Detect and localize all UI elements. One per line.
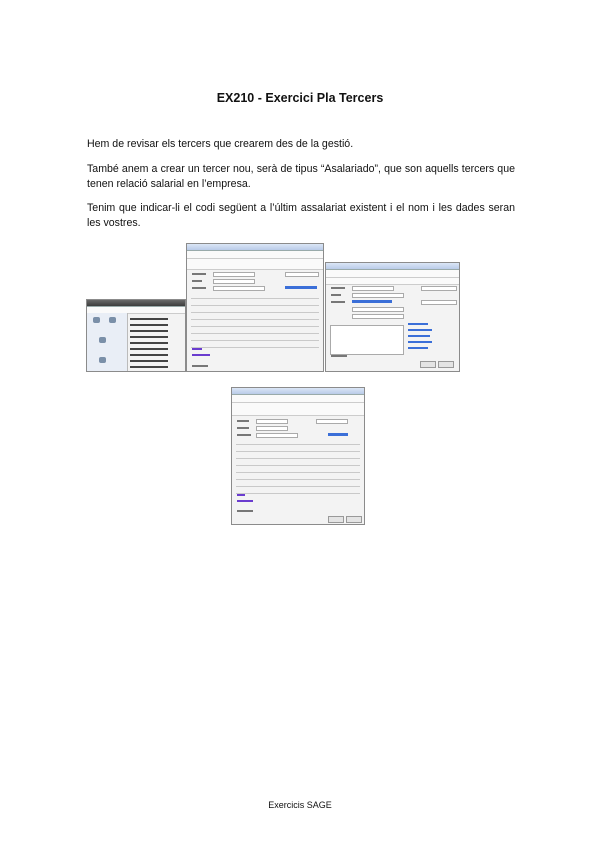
paragraph-2: També anem a crear un tercer nou, serà de tipus “Asalariado”, que son aquells tercers que tenen relació salarial en l’empresa. bbox=[87, 163, 515, 190]
module-icon bbox=[93, 317, 100, 323]
module-icon bbox=[99, 357, 106, 363]
module-icon bbox=[109, 317, 116, 323]
paragraph-1: Hem de revisar els tercers que crearem des de la gestió. bbox=[87, 138, 354, 150]
screenshot-sage-main-menu bbox=[86, 299, 186, 372]
screenshot-tercer-form-asalariado bbox=[231, 387, 365, 525]
footer: Exercicis SAGE bbox=[268, 800, 332, 810]
module-icon bbox=[99, 337, 106, 343]
screenshot-tercer-form-detail bbox=[325, 262, 460, 372]
screenshot-tercer-form-general bbox=[186, 243, 324, 372]
document-title: EX210 - Exercici Pla Tercers bbox=[216, 91, 384, 105]
paragraph-3: Tenim que indicar-li el codi següent a l’últim assalariat existent i el nom i les dades seran les vostres. bbox=[87, 202, 515, 229]
